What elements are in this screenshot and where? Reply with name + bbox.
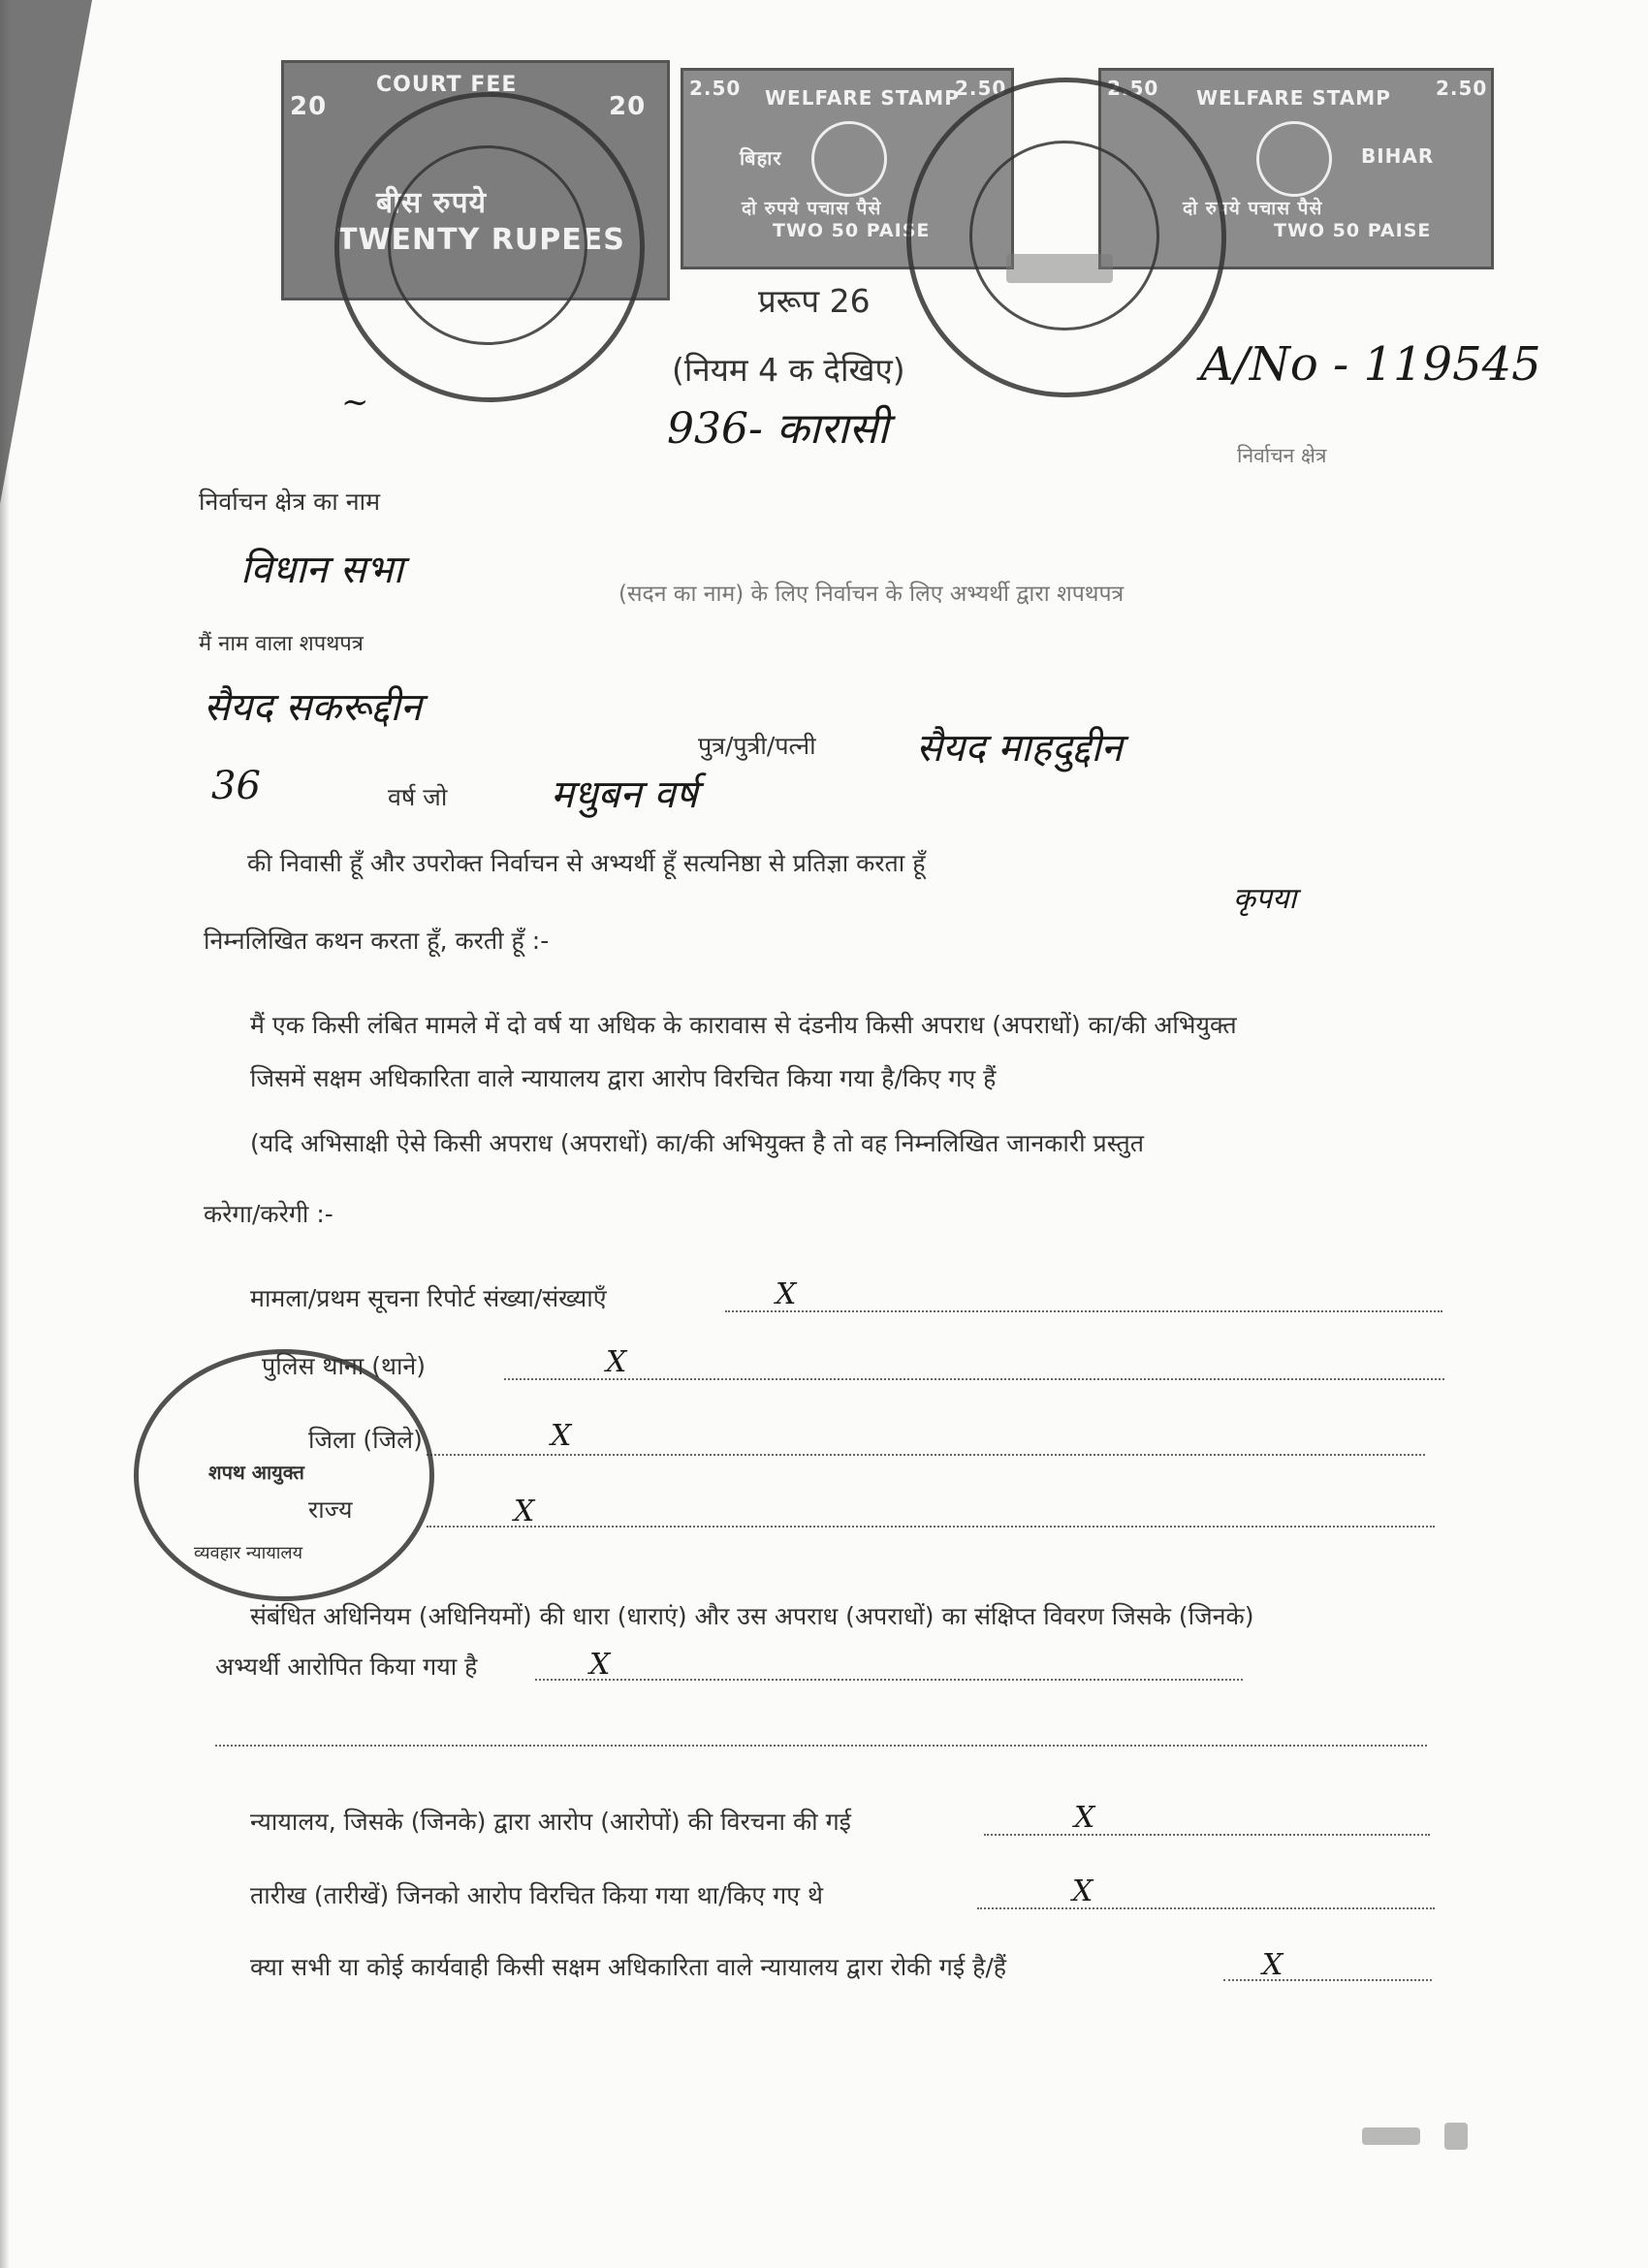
welfare-stamp-2-amount-left: 2.50 bbox=[1107, 77, 1159, 100]
date-line bbox=[977, 1907, 1435, 1909]
court-fee-label: COURT FEE bbox=[376, 73, 518, 97]
stay-label: क्या सभी या कोई कार्यवाही किसी सक्षम अधिकारिता वाले न्यायालय द्वारा रोकी गई है/हैं bbox=[250, 1953, 1007, 1981]
welfare-stamp-2-emblem bbox=[1256, 121, 1332, 197]
date-cross: X bbox=[1072, 1874, 1093, 1908]
seal-line2: व्यवहार न्यायालय bbox=[194, 1543, 303, 1563]
handwritten-house: विधान सभा bbox=[240, 548, 403, 592]
court-fee-amount-left: 20 bbox=[290, 92, 328, 121]
state-line bbox=[427, 1526, 1435, 1528]
welfare-stamp-1-amount-left: 2.50 bbox=[689, 77, 742, 100]
para1-line1: की निवासी हूँ और उपरोक्त निर्वाचन से अभ्यर्थी हूँ सत्यनिष्ठा से प्रतिज्ञा करता हूँ bbox=[247, 849, 926, 877]
welfare-stamp-2-value-en: TWO 50 PAISE bbox=[1274, 220, 1432, 241]
para2-line2: जिसमें सक्षम अधिकारिता वाले न्यायालय द्वारा आरोप विरचित किया गया है/किए गए हैं bbox=[250, 1064, 997, 1092]
section-line2: अभ्यर्थी आरोपित किया गया है bbox=[215, 1653, 478, 1681]
relation-label: पुत्र/पुत्री/पत्नी bbox=[698, 732, 816, 760]
handwritten-father-name: सैयद माहदुद्दीन bbox=[916, 726, 1123, 771]
constituency-label: निर्वाचन क्षेत्र का नाम bbox=[199, 488, 381, 516]
case-number-cross: X bbox=[776, 1277, 797, 1311]
court-fee-value-hi: बीस रुपये bbox=[376, 186, 488, 220]
handwritten-age: 36 bbox=[211, 764, 261, 808]
seal-mark bbox=[1006, 254, 1113, 283]
stay-line bbox=[1223, 1979, 1432, 1981]
welfare-stamp-2-amount-right: 2.50 bbox=[1436, 77, 1488, 100]
form-number: प्ररूप 26 bbox=[758, 282, 871, 320]
rule-reference: (नियम 4 क देखिए) bbox=[672, 351, 905, 389]
age-label: वर्ष जो bbox=[388, 783, 448, 811]
welfare-stamp-1-title: WELFARE STAMP bbox=[765, 86, 960, 110]
welfare-stamp-1-emblem bbox=[811, 121, 887, 197]
seal-line1: शपथ आयुक्त bbox=[208, 1461, 304, 1484]
case-number-label: मामला/प्रथम सूचना रिपोर्ट संख्या/संख्याएँ bbox=[250, 1284, 607, 1312]
round-seal-left-inner bbox=[388, 145, 587, 345]
court-fee-amount-right: 20 bbox=[609, 92, 647, 121]
para1-line2: निम्नलिखित कथन करता हूँ, करती हूँ :- bbox=[204, 927, 550, 955]
name-label: मैं नाम वाला शपथपत्र bbox=[199, 632, 364, 656]
handwritten-signature-top: ~ bbox=[341, 383, 369, 422]
handwritten-number: A/No - 119545 bbox=[1200, 337, 1541, 392]
scan-smudge bbox=[1362, 2127, 1420, 2145]
district-line bbox=[427, 1454, 1425, 1456]
house-line-tail: (सदन का नाम) के लिए निर्वाचन के लिए अभ्यर्थी द्वारा शपथपत्र bbox=[618, 582, 1125, 607]
state-label: राज्य bbox=[308, 1496, 353, 1524]
date-label: तारीख (तारीखें) जिनको आरोप विरचित किया गया था/किए गए थे bbox=[250, 1881, 823, 1909]
welfare-stamp-1-amount-right: 2.50 bbox=[955, 77, 1007, 100]
district-label: जिला (जिले) bbox=[308, 1426, 423, 1454]
welfare-stamp-1-state: बिहार bbox=[740, 146, 782, 170]
handwritten-address: मधुबन वर्ष bbox=[551, 772, 698, 817]
stay-cross: X bbox=[1262, 1948, 1284, 1982]
round-seal-right-inner bbox=[969, 141, 1159, 331]
para3-line1: (यदि अभिसाक्षी ऐसे किसी अपराध (अपराधों) का/की अभियुक्त है तो वह निम्नलिखित जानकारी प्रस्तुत bbox=[250, 1129, 1144, 1157]
handwritten-para1: कृपया bbox=[1233, 882, 1297, 916]
court-label: न्यायालय, जिसके (जिनके) द्वारा आरोप (आरोपों) की विरचना की गई bbox=[250, 1808, 851, 1836]
section-extra-line bbox=[215, 1745, 1427, 1747]
court-cross: X bbox=[1074, 1801, 1095, 1835]
para3-line2: करेगा/करेगी :- bbox=[204, 1200, 333, 1228]
handwritten-serial: 936- कारासी bbox=[667, 404, 889, 454]
welfare-stamp-1-value-en: TWO 50 PAISE bbox=[773, 220, 931, 241]
para2-line1: मैं एक किसी लंबित मामले में दो वर्ष या अधिक के कारावास से दंडनीय किसी अपराध (अपराधों) का/की अभियुक्त bbox=[250, 1011, 1237, 1039]
police-station-label: पुलिस थाना (थाने) bbox=[262, 1352, 427, 1380]
section-line bbox=[535, 1679, 1243, 1681]
case-number-line bbox=[725, 1310, 1442, 1312]
state-cross: X bbox=[514, 1495, 535, 1528]
welfare-stamp-1-value-hi: दो रुपये पचास पैसे bbox=[742, 198, 882, 219]
court-line bbox=[984, 1834, 1430, 1836]
court-fee-value-en: TWENTY RUPEES bbox=[337, 223, 625, 257]
welfare-stamp-2-title: WELFARE STAMP bbox=[1196, 86, 1391, 110]
police-station-line bbox=[504, 1378, 1444, 1380]
police-station-cross: X bbox=[606, 1345, 627, 1379]
welfare-stamp-2-value-hi: दो रुपये पचास पैसे bbox=[1183, 198, 1323, 219]
scan-smudge-2 bbox=[1444, 2123, 1468, 2150]
section-line1: संबंधित अधिनियम (अधिनियमों) की धारा (धाराएं) और उस अपराध (अपराधों) का संक्षिप्त विवरण जिसके (जिनके) bbox=[250, 1602, 1254, 1630]
right-note: निर्वाचन क्षेत्र bbox=[1237, 444, 1327, 467]
section-cross: X bbox=[589, 1648, 611, 1682]
welfare-stamp-2-state: BIHAR bbox=[1361, 144, 1435, 168]
district-cross: X bbox=[551, 1419, 572, 1453]
folded-corner-shadow bbox=[0, 0, 92, 504]
handwritten-candidate-name: सैयद सकरूद्दीन bbox=[204, 685, 422, 730]
